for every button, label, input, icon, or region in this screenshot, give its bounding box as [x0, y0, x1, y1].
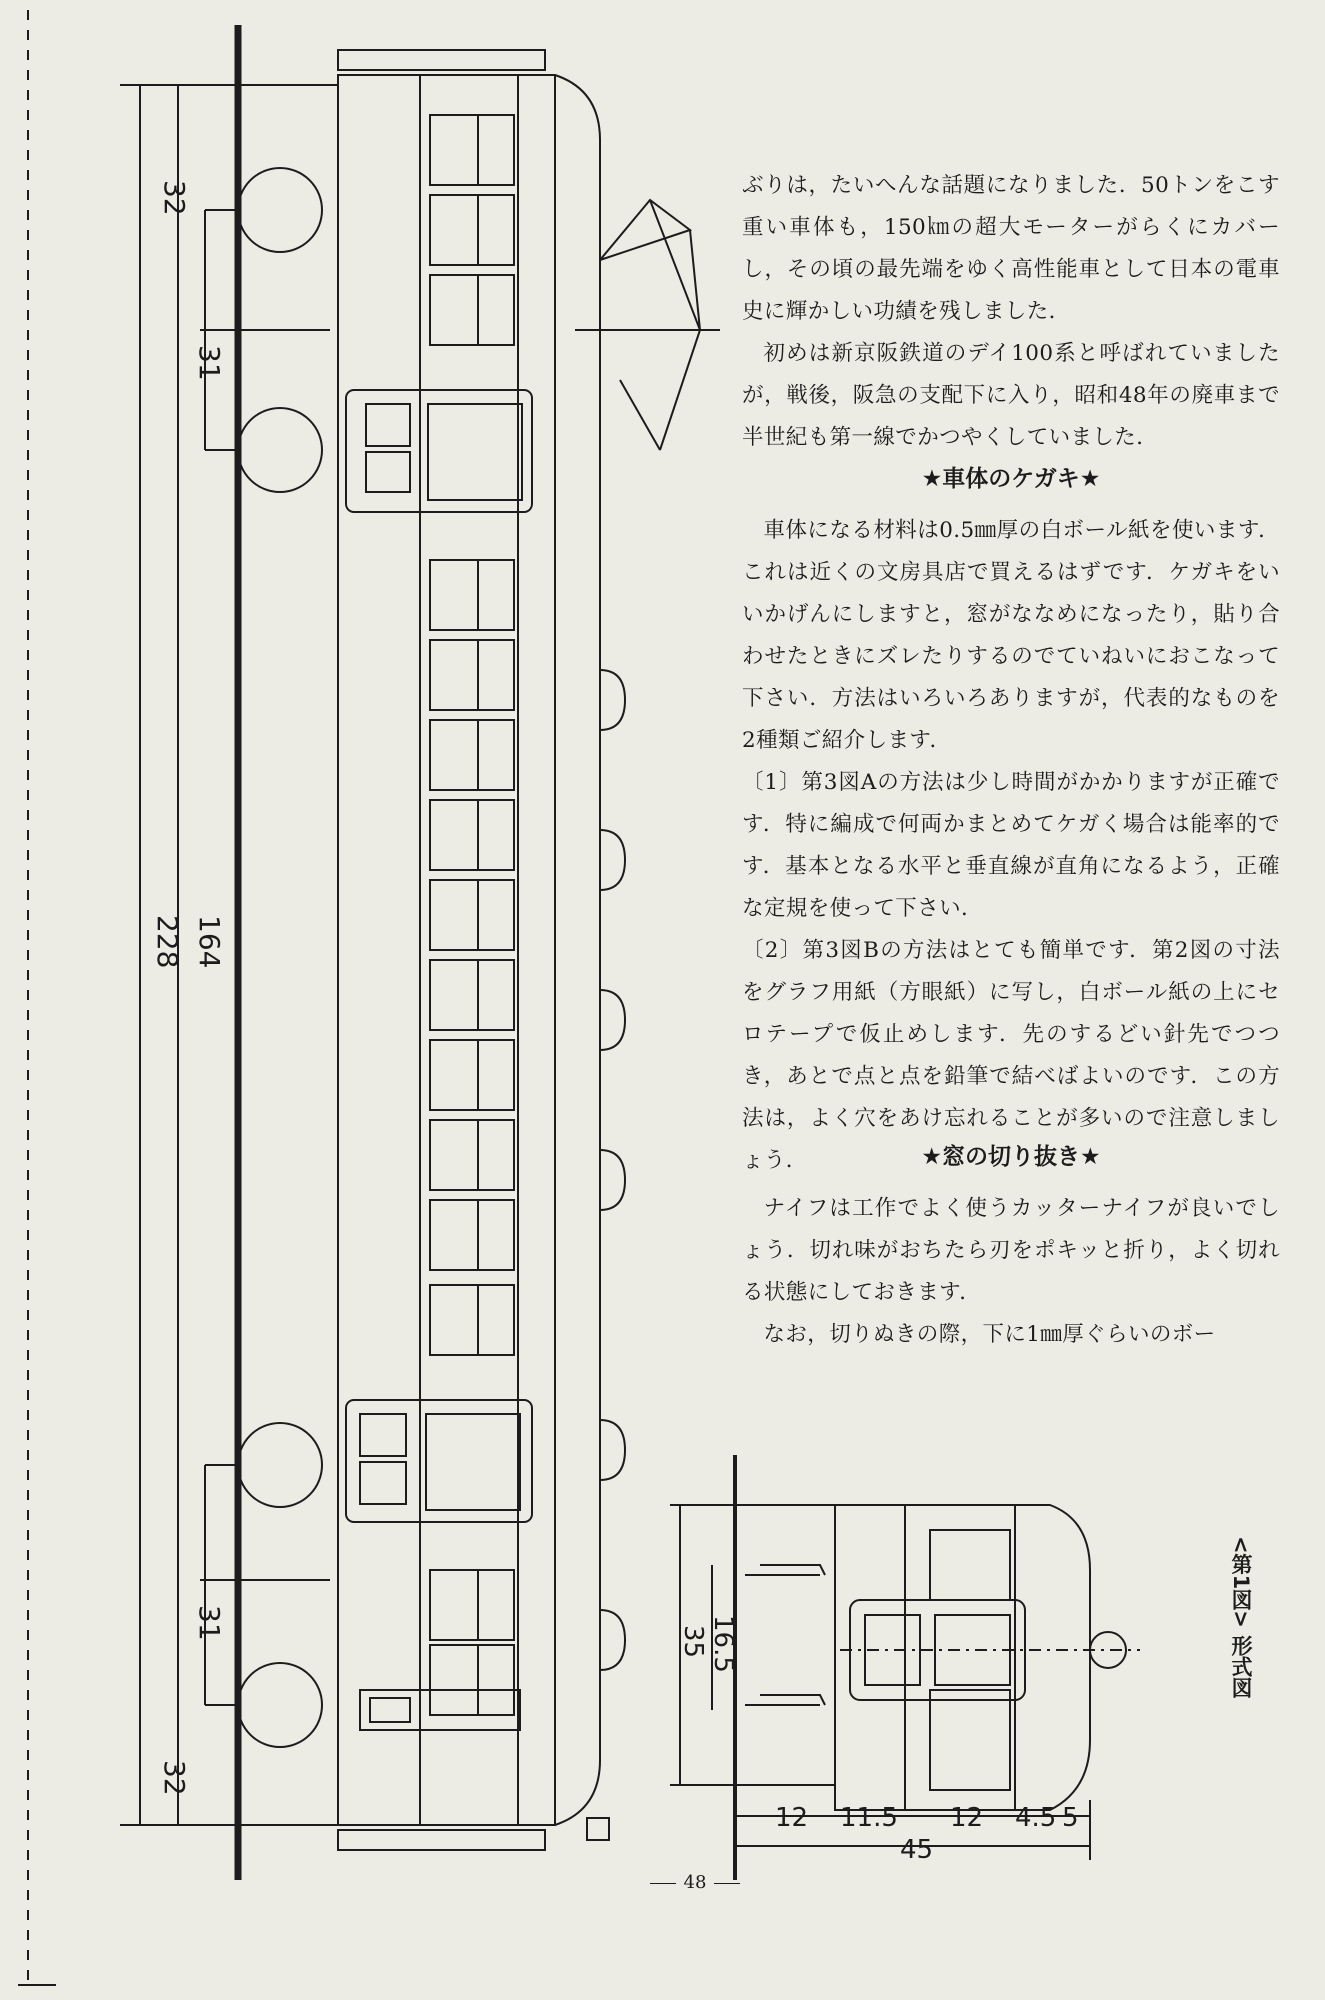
side-window-13: [430, 1285, 514, 1355]
figure-caption-number: <第1図>: [1229, 1536, 1253, 1628]
page-number: [640, 1872, 750, 1893]
article-paragraph: 〔2〕第3図Bの方法はとても簡単です．第2図の寸法をグラフ用紙（方眼紙）に写し，白ボール紙の上にセロテープで仮止めします．先のするどい針先でつつき，あとで点と点を鉛筆で結べばよいのです．この方法は，よく穴をあけ忘れることが多いので注意しましょう．: [742, 938, 1280, 1173]
door-upper-window-c: [428, 404, 522, 500]
dim-label-overall-width: 45: [900, 1835, 934, 1865]
ventilator-4: [600, 1150, 625, 1210]
end-window-bottom-big: [930, 1690, 1010, 1790]
side-window-10: [430, 1040, 514, 1110]
section-heading-marking: ★車体のケガキ★: [921, 466, 1101, 492]
side-window-1: [430, 115, 514, 185]
ventilator-2: [600, 830, 625, 890]
end-window-top: [930, 1530, 1010, 1600]
article-section-1: [742, 165, 1280, 459]
end-door-window-right: [935, 1615, 1010, 1685]
ventilator-6: [600, 1610, 625, 1670]
side-window-8: [430, 880, 514, 950]
side-window-7: [430, 800, 514, 870]
side-window-2: [430, 195, 514, 265]
side-window-15: [430, 1645, 514, 1715]
end-window-bottom-pane: [370, 1698, 410, 1722]
dim-label-top-offset: 32: [158, 180, 191, 216]
dim-label-seg1: 12: [775, 1803, 809, 1833]
door-lower-window-c: [426, 1414, 520, 1510]
door-lower-window-b: [360, 1462, 406, 1504]
side-window-3: [430, 275, 514, 345]
ventilator-1: [600, 670, 625, 730]
article-section-3: [742, 1188, 1280, 1356]
dim-label-outer-height: 35: [678, 1625, 708, 1659]
article-paragraph: 初めは新京阪鉄道のデイ100系と呼ばれていましたが，戦後，阪急の支配下に入り，昭和48年の廃車まで半世紀も第一線でかつやくしていました．: [742, 341, 1280, 450]
dim-label-truck-centers: 164: [193, 915, 226, 969]
dim-label-overall-length: 228: [151, 915, 184, 969]
ventilator-5: [600, 1420, 625, 1480]
article-section-2: [742, 510, 1280, 1182]
wheel-2: [238, 408, 322, 492]
article-paragraph: 〔1〕第3図Aの方法は少し時間がかかりますが正確です．特に編成で何両かまとめてケガく場合は能率的です．基本となる水平と垂直線が直角になるよう，正確な定規を使って下さい．: [742, 770, 1280, 921]
article-paragraph: 車体になる材料は0.5㎜厚の白ボール紙を使います．これは近くの文房具店で買えるはずです．ケガキをいいかげんにしますと，窓がななめになったり，貼り合わせたときにズレたりするのでていねいにおこなって下さい．方法はいろいろありますが，代表的なものを2種類ご紹介します．: [742, 518, 1280, 753]
figure-caption-title: 形式図: [1229, 1635, 1253, 1699]
side-window-6: [430, 720, 514, 790]
side-window-5: [430, 640, 514, 710]
dim-label-seg2: 11.5: [840, 1803, 898, 1833]
dim-label-top-wheelbase: 31: [193, 345, 226, 381]
page-number-text: 48: [683, 1872, 707, 1893]
dim-label-seg5: 5: [1062, 1803, 1079, 1833]
side-window-4: [430, 560, 514, 630]
coupler: [587, 1818, 609, 1840]
end-window-bottom: [360, 1690, 520, 1730]
end-step-bottom: [745, 1695, 825, 1705]
dim-label-bottom-wheelbase: 31: [193, 1605, 226, 1641]
article-paragraph: なお，切りぬきの際，下に1㎜厚ぐらいのボー: [763, 1322, 1216, 1347]
door-upper-window-a: [366, 404, 410, 446]
dim-label-bottom-offset: 32: [158, 1760, 191, 1796]
ventilator-3: [600, 990, 625, 1050]
side-window-11: [430, 1120, 514, 1190]
wheel-1: [238, 168, 322, 252]
end-step-top: [745, 1565, 825, 1575]
article-paragraph: ナイフは工作でよく使うカッターナイフが良いでしょう．切れ味がおちたら刃をポキッと折り，よく切れる状態にしておきます．: [742, 1196, 1280, 1305]
door-lower-window-a: [360, 1414, 406, 1456]
roof-end-top: [338, 50, 545, 70]
side-window-12: [430, 1200, 514, 1270]
wheel-4: [238, 1663, 322, 1747]
wheel-3: [238, 1423, 322, 1507]
door-upper-window-b: [366, 452, 410, 492]
side-window-9: [430, 960, 514, 1030]
roof-end-bottom: [338, 1830, 545, 1850]
dim-label-seg3: 12: [950, 1803, 984, 1833]
section-heading-window-cutting: ★窓の切り抜き★: [921, 1144, 1101, 1170]
dim-label-inner-height: 16.5: [708, 1615, 738, 1673]
pantograph: [600, 200, 700, 450]
dim-label-seg4: 4.5: [1015, 1803, 1057, 1833]
side-window-14: [430, 1570, 514, 1640]
figure-caption: [1228, 1536, 1254, 1698]
end-body-outline: [835, 1505, 1090, 1810]
article-paragraph: ぶりは，たいへんな話題になりました．50トンをこす重い車体も，150㎞の超大モーターがらくにカバーし，その頃の最先端をゆく高性能車として日本の電車史に輝かしい功績を残しました．: [742, 173, 1280, 324]
